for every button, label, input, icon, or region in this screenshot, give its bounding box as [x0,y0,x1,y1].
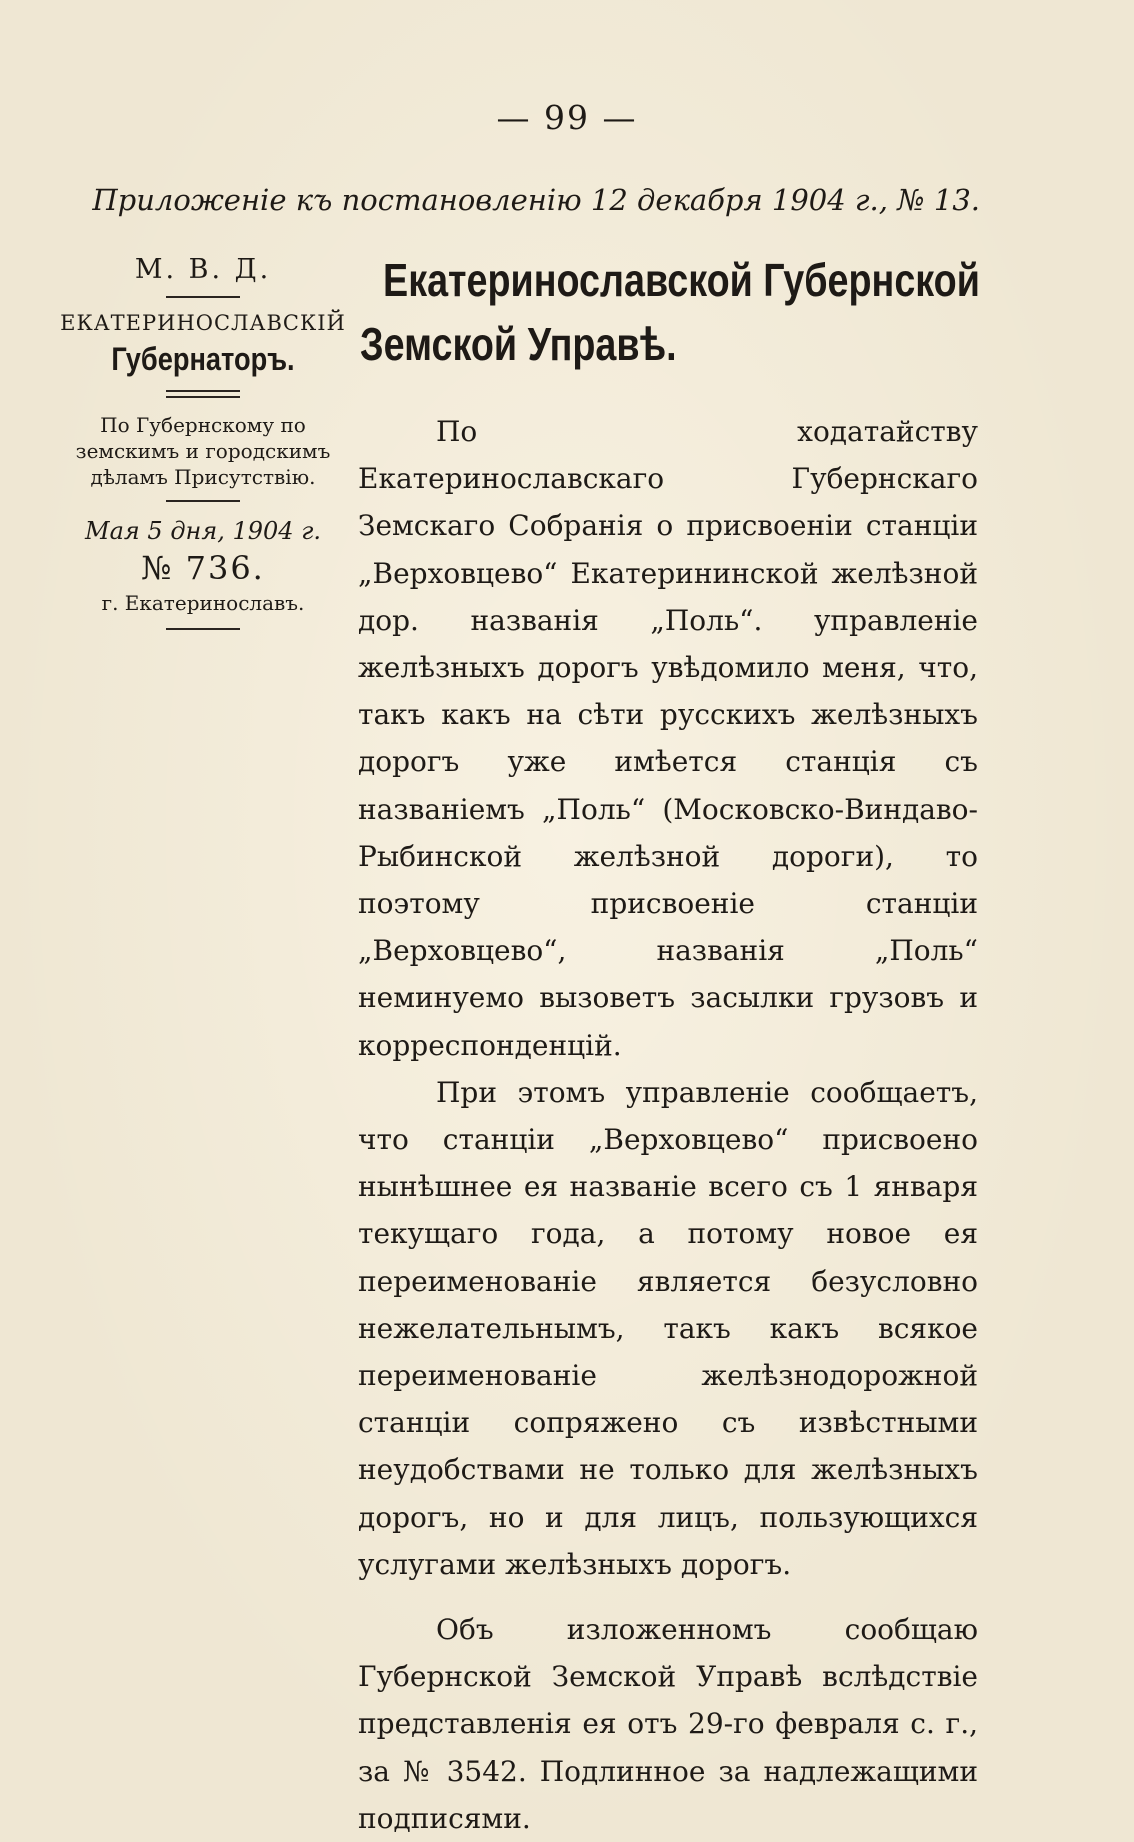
letter-date: Мая 5 дня, 1904 г. [85,517,321,545]
letter-body [358,408,978,1842]
paragraph-gap [358,1588,978,1606]
page-number: — 99 — [496,98,638,137]
governor-title: Губернаторъ. [111,341,295,377]
body-paragraph: Объ изложенномъ сообщаю Губернской Земской Управѣ вслѣдствiе представленiя ея отъ 29-го февраля с. г., за № 3542. Подлинное за надлежащими подписями. [358,1613,978,1835]
double-rule [166,390,240,398]
body-paragraph: При этомъ управленiе сообщаетъ, что станцiи „Верховцево“ присвоено нынѣшнее ея названiе всего съ 1 января текущаго года, а потому новое ея переименованiе является безусловно нежелательнымъ, такъ какъ всякое переименованiе желѣзнодорожной станцiи сопряжено съ извѣстными неудобствами не только для желѣзныхъ дорогъ, но и для лицъ, пользующихся услугами желѣзныхъ дорогъ. [358,1075,978,1581]
sender-block [48,254,358,640]
rule [166,296,240,298]
official-title: ЕКАТЕРИНОСЛАВСКIЙ [60,311,346,335]
body-paragraph: По ходатайству Екатеринославскаго Губернскаго Земскаго Собранiя о присвоенiи станцiи „Верховцево“ Екатерининской желѣзной дор. названiя „Поль“. управленiе желѣзныхъ дорогъ увѣдомило меня, что, такъ какъ на сѣти русскихъ желѣзныхъ дорогъ уже имѣется станцiя съ названiемъ „Поль“ (Московско-Виндаво-Рыбинской желѣзной дороги), то поэтому присвоенiе станцiи „Верховцево“, названiя „Поль“ неминуемо вызоветъ засылки грузовъ и корреспонденцiй. [358,415,978,1062]
addressee [360,248,980,376]
ministry-label: М. В. Д. [134,254,272,285]
letter-number: № 736. [141,549,265,587]
letter-city: г. Екатеринославъ. [101,591,305,615]
appendix-heading: Приложенiе къ постановленiю 12 декабря 1904 г., № 13. [92,183,980,217]
rule [166,500,240,502]
addressee-line-1: Екатеринославской Губернской [383,254,980,306]
addressee-line-2: Земской Управѣ. [360,318,677,370]
rule [166,628,240,630]
department-label: По Губернскому по земскимъ и городскимъ дѣламъ Присутствiю. [75,413,331,489]
